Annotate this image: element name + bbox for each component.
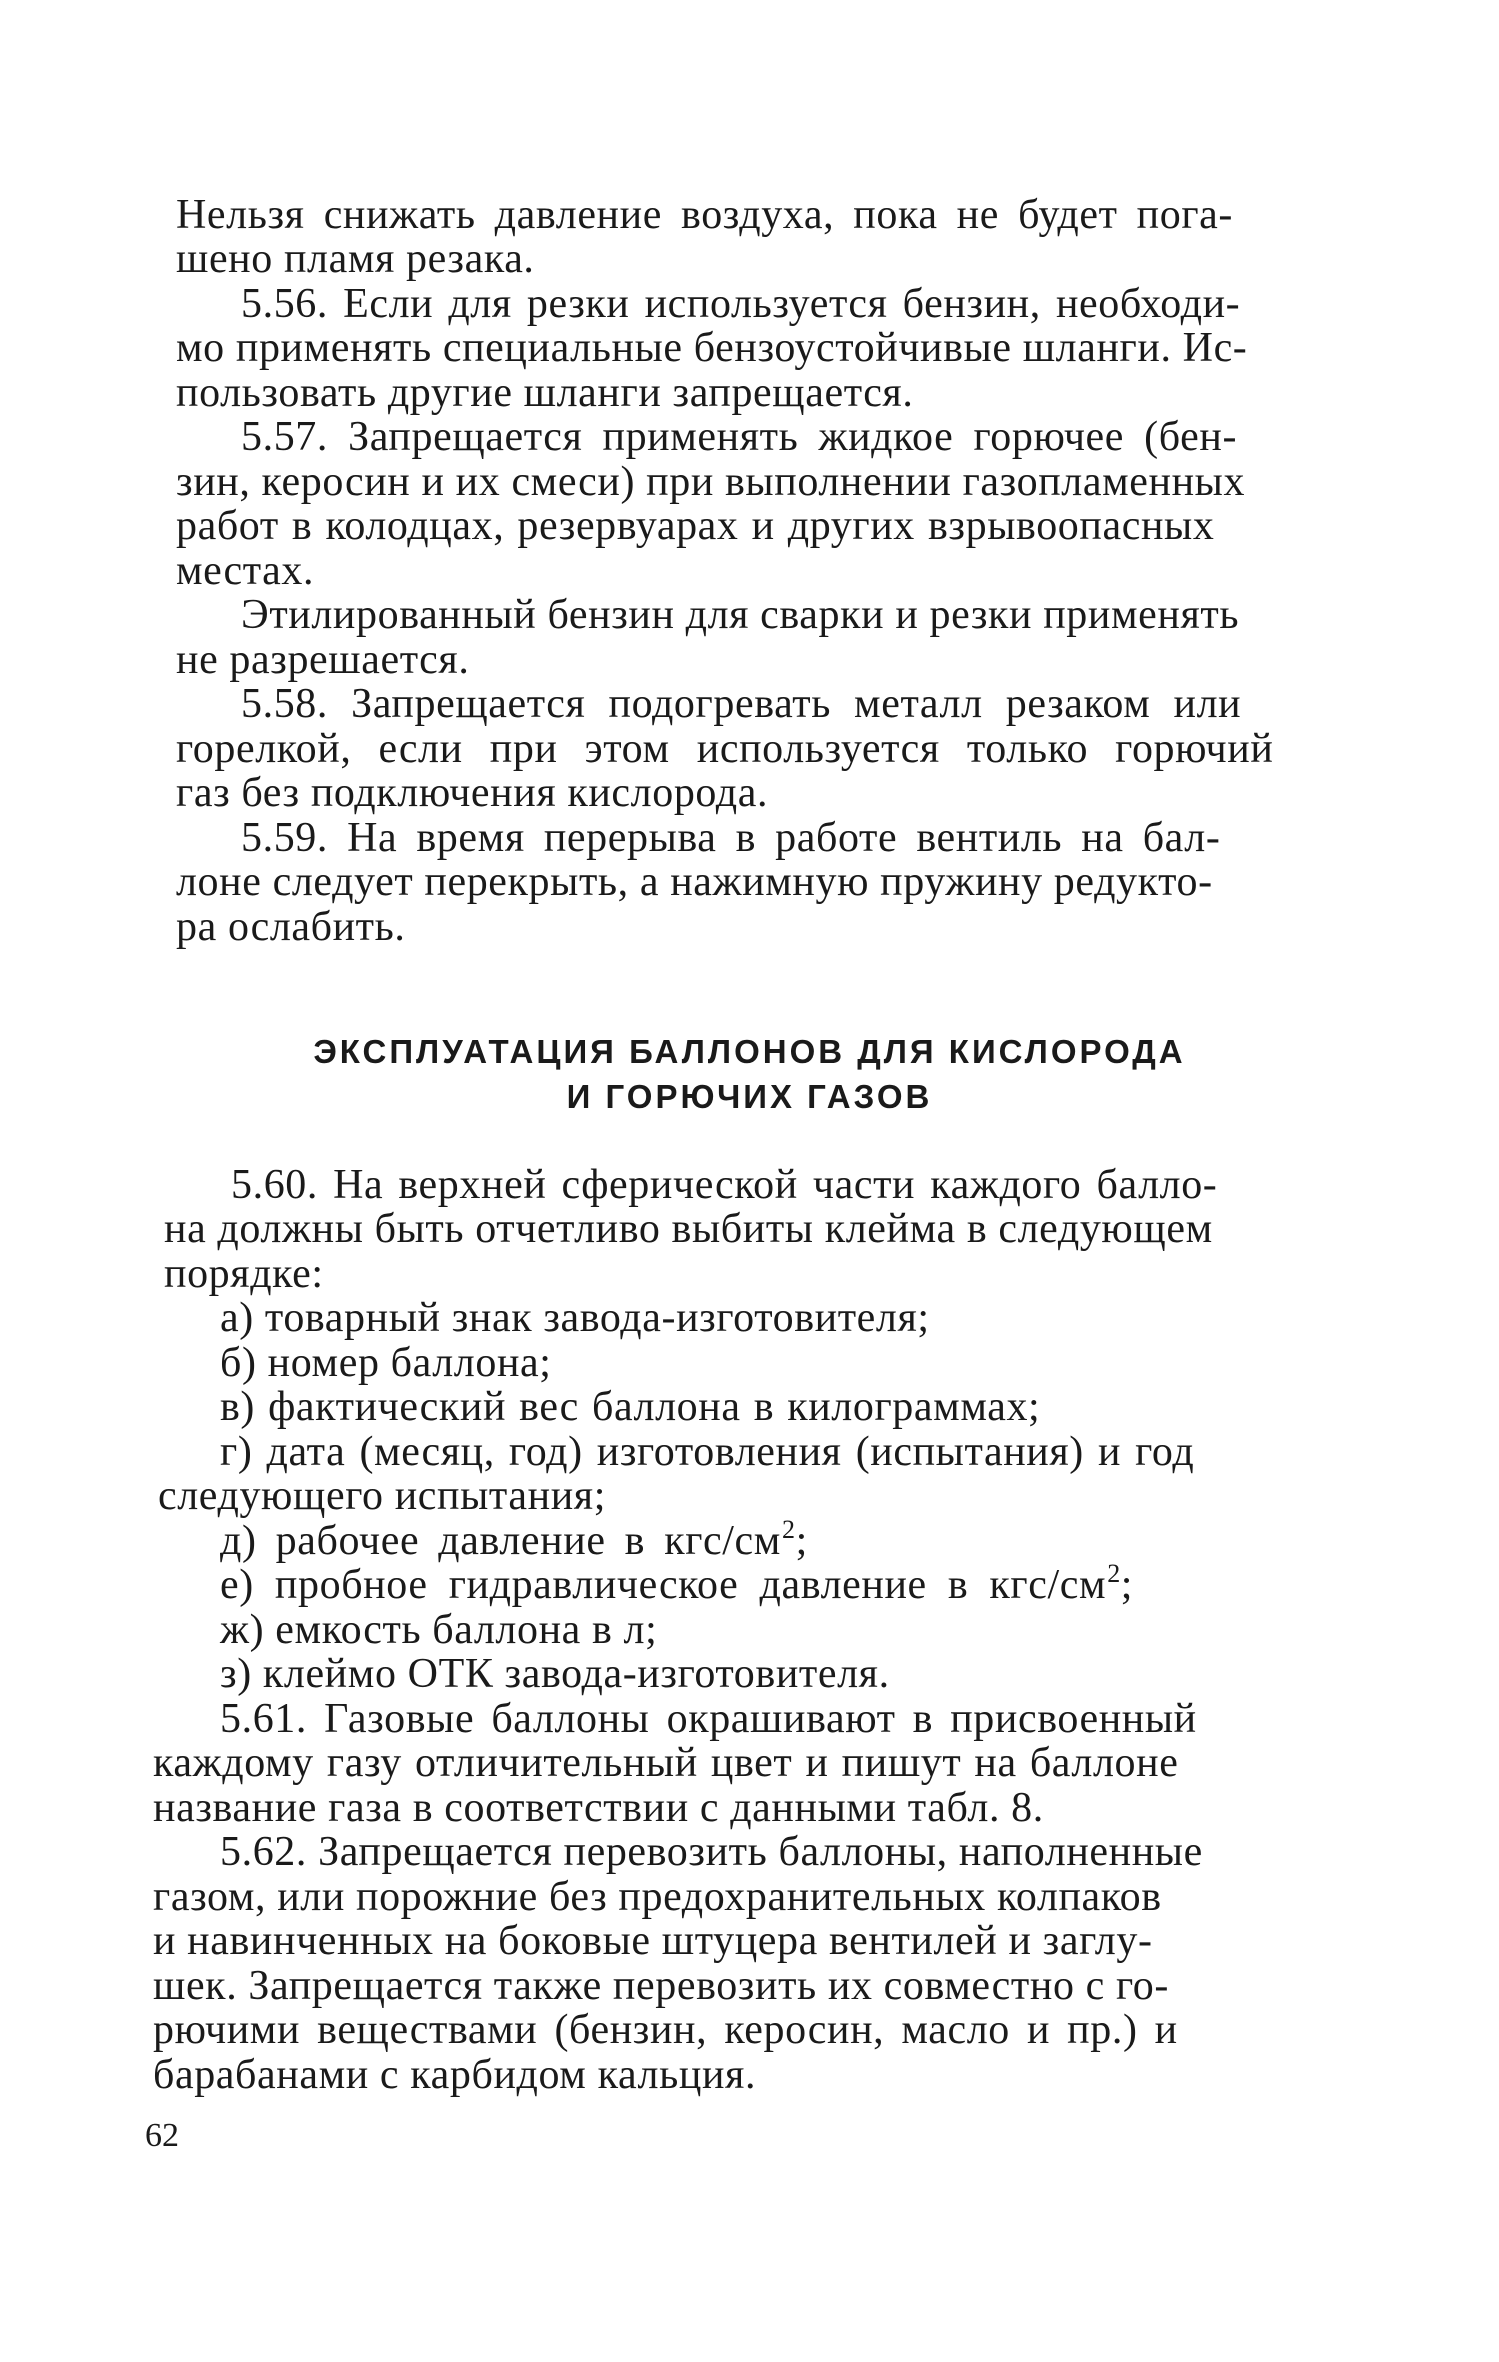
text-line: работ в колодцах, резервуарах и других взрывоопасных: [176, 503, 1215, 549]
list-item-text: е) пробное гидравлическое давление в кгс/см: [220, 1562, 1107, 1608]
text-line: Нельзя снижать давление воздуха, пока не будет пога-: [176, 192, 1234, 238]
list-item: б) номер баллона;: [220, 1340, 552, 1386]
section-heading-line-2: И ГОРЮЧИХ ГАЗОВ: [566, 1078, 933, 1115]
text-line: рючими веществами (бензин, керосин, масло и пр.) и: [153, 2007, 1178, 2053]
list-item: з) клеймо ОТК завода-изготовителя.: [220, 1651, 890, 1697]
text-line: порядке:: [164, 1251, 324, 1297]
list-item: в) фактический вес баллона в килограммах;: [220, 1384, 1041, 1430]
text-line: каждому газу отличительный цвет и пишут на баллоне: [153, 1740, 1179, 1786]
list-item: [220, 1559, 1134, 1613]
text-line: газом, или порожние без предохранительных колпаков: [153, 1874, 1162, 1920]
text-line: следующего испытания;: [158, 1473, 606, 1519]
text-line: пользовать другие шланги запрещается.: [176, 370, 914, 416]
text-line: ра ослабить.: [176, 904, 406, 950]
list-item: а) товарный знак завода-изготовителя;: [220, 1295, 930, 1341]
text-line: шек. Запрещается также перевозить их совместно с го-: [153, 1963, 1169, 2009]
page-number: 62: [145, 2117, 179, 2154]
text-line: шено пламя резака.: [176, 236, 535, 282]
text-line: барабанами с карбидом кальция.: [153, 2052, 757, 2098]
superscript: 2: [781, 1515, 796, 1544]
text-line: 5.57. Запрещается применять жидкое горючее (бен-: [241, 414, 1238, 460]
list-item-text: д) рабочее давление в кгс/см: [220, 1518, 781, 1564]
text-line: лоне следует перекрыть, а нажимную пружину редукто-: [176, 859, 1213, 905]
section-heading-line-1: ЭКСПЛУАТАЦИЯ БАЛЛОНОВ ДЛЯ КИСЛОРОДА: [313, 1033, 1186, 1070]
list-item: г) дата (месяц, год) изготовления (испытания) и год: [220, 1429, 1195, 1475]
text-line: и навинченных на боковые штуцера вентилей и заглу-: [153, 1918, 1153, 1964]
text-line: название газа в соответствии с данными табл. 8.: [153, 1785, 1044, 1831]
text-line: 5.58. Запрещается подогревать металл резаком или: [241, 681, 1242, 727]
text-line: Этилированный бензин для сварки и резки применять: [241, 592, 1240, 638]
list-item: ж) емкость баллона в л;: [220, 1607, 658, 1653]
punctuation: ;: [1120, 1562, 1134, 1608]
text-line: 5.59. На время перерыва в работе вентиль на бал-: [241, 815, 1221, 861]
text-line: 5.61. Газовые баллоны окрашивают в присвоенный: [220, 1696, 1197, 1742]
text-line: на должны быть отчетливо выбиты клейма в следующем: [164, 1206, 1213, 1252]
text-line: 5.56. Если для резки используется бензин, необходи-: [241, 281, 1241, 327]
text-line: зин, керосин и их смеси) при выполнении газопламенных: [176, 459, 1246, 505]
text-line: мо применять специальные бензоустойчивые шланги. Ис-: [176, 325, 1248, 371]
text-line: газ без подключения кислорода.: [176, 770, 769, 816]
text-line: 5.62. Запрещается перевозить баллоны, наполненные: [220, 1829, 1203, 1875]
text-line: местах.: [176, 548, 315, 594]
text-line: не разрешается.: [176, 637, 470, 683]
text-line: 5.60. На верхней сферической части каждого балло-: [231, 1162, 1218, 1208]
punctuation: ;: [795, 1518, 808, 1564]
superscript: 2: [1107, 1559, 1121, 1588]
text-line: горелкой, если при этом используется только горючий: [176, 726, 1274, 772]
